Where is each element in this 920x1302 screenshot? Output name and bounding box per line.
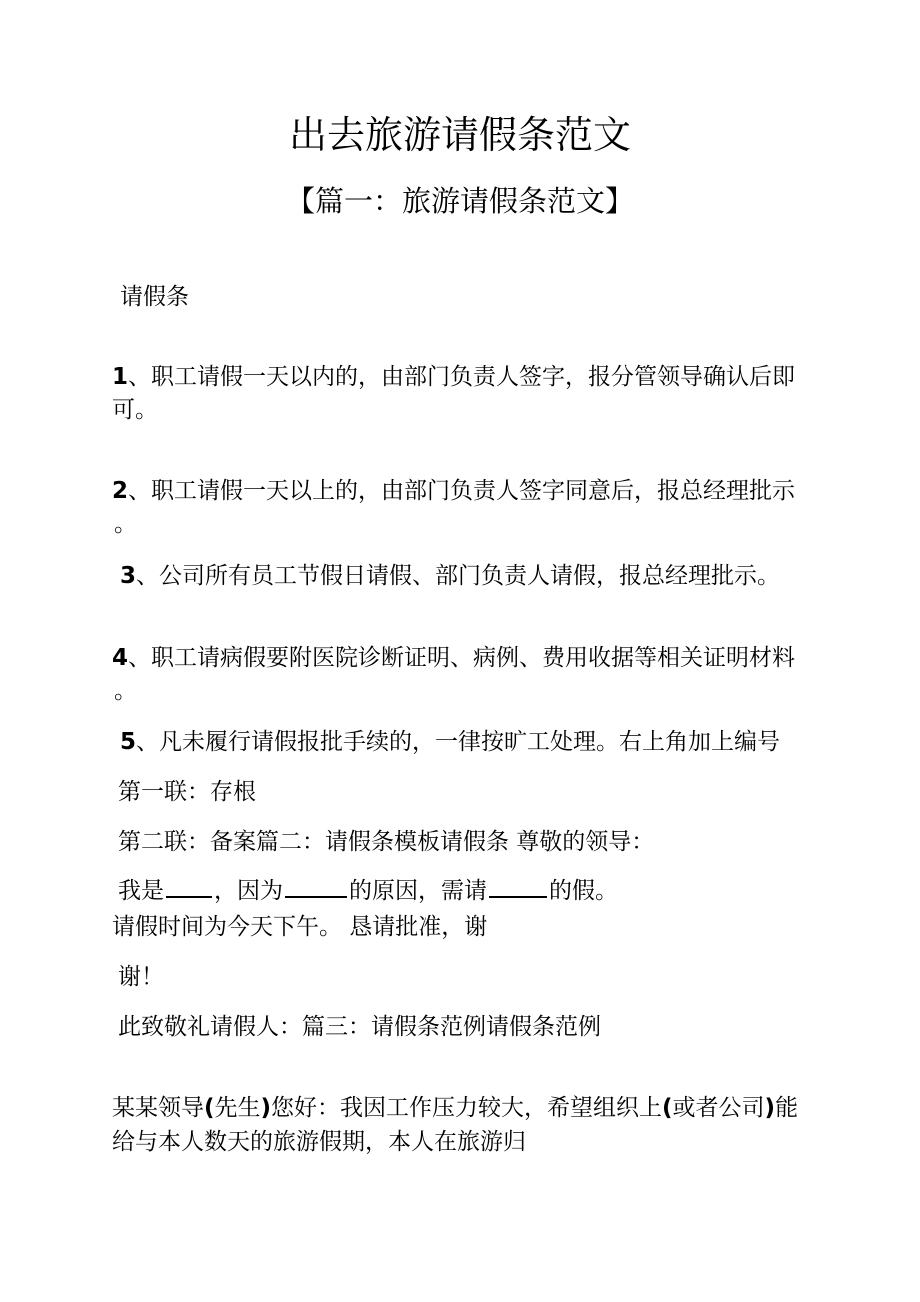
document-subtitle: 【篇一：旅游请假条范文】 [285,184,634,218]
item-text: 、公司所有员工节假日请假、部门负责人请假，报总经理批示。 [136,563,781,589]
item-number: 3 [120,563,137,589]
letter-paren: ) [764,1095,776,1121]
letter-text: 能 [775,1095,799,1121]
form-text: 的原因，需请 [349,878,487,904]
item-text: 、凡未履行请假报批手续的，一律按旷工处理。右上角加上编号 [136,729,781,755]
item-text: 、职工请假一天以内的，由部门负责人签字，报分管领导确认后即 [128,364,796,390]
list-item-2 [112,480,795,503]
item-number: 4 [112,645,129,671]
item-text: 、职工请病假要附医院诊断证明、病例、费用收据等相关证明材料 [128,645,796,671]
filing-line: 第二联：备案篇二：请假条模板请假条 尊敬的领导： [118,829,655,855]
item-number: 2 [112,478,129,504]
time-line: 请假时间为今天下午。 恳请批准，谢 [112,914,488,940]
list-item-3 [120,565,780,588]
letter-text: 先生 [214,1095,261,1121]
letter-text: 某某领导 [112,1095,204,1121]
list-item-1-continued: 可。 [112,397,158,423]
form-line [118,880,618,903]
form-text: 我是 [118,878,164,904]
letter-line-1 [112,1097,798,1120]
letter-line-2: 给与本人数天的旅游假期，本人在旅游归 [112,1129,526,1155]
days-blank[interactable] [489,895,547,898]
document-title: 出去旅游请假条范文 [288,113,631,157]
letter-text: 您好：我因工作压力较大，希望组织上 [271,1095,663,1121]
item-number: 5 [120,729,137,755]
list-item-4 [112,647,795,670]
list-item-5 [120,731,780,754]
item-text: 、职工请假一天以上的，由部门负责人签字同意后，报总经理批示 [128,478,796,504]
form-text: ，因为 [214,878,283,904]
letter-paren: ) [260,1095,272,1121]
stub-line: 第一联：存根 [118,779,256,805]
letter-paren: ( [662,1095,673,1121]
name-blank[interactable] [166,895,212,898]
thanks-line: 谢！ [118,964,164,990]
closing-line: 此致敬礼请假人：篇三：请假条范例请假条范例 [118,1014,601,1040]
list-item-1 [112,366,795,389]
letter-text: 或者公司 [672,1095,765,1121]
section-heading: 请假条 [120,284,189,310]
list-item-2-continued: 。 [114,511,137,537]
list-item-4-continued: 。 [114,678,137,704]
letter-paren: ( [204,1095,215,1121]
form-text: 的假。 [549,878,618,904]
reason-blank[interactable] [285,895,347,898]
item-number: 1 [112,364,129,390]
